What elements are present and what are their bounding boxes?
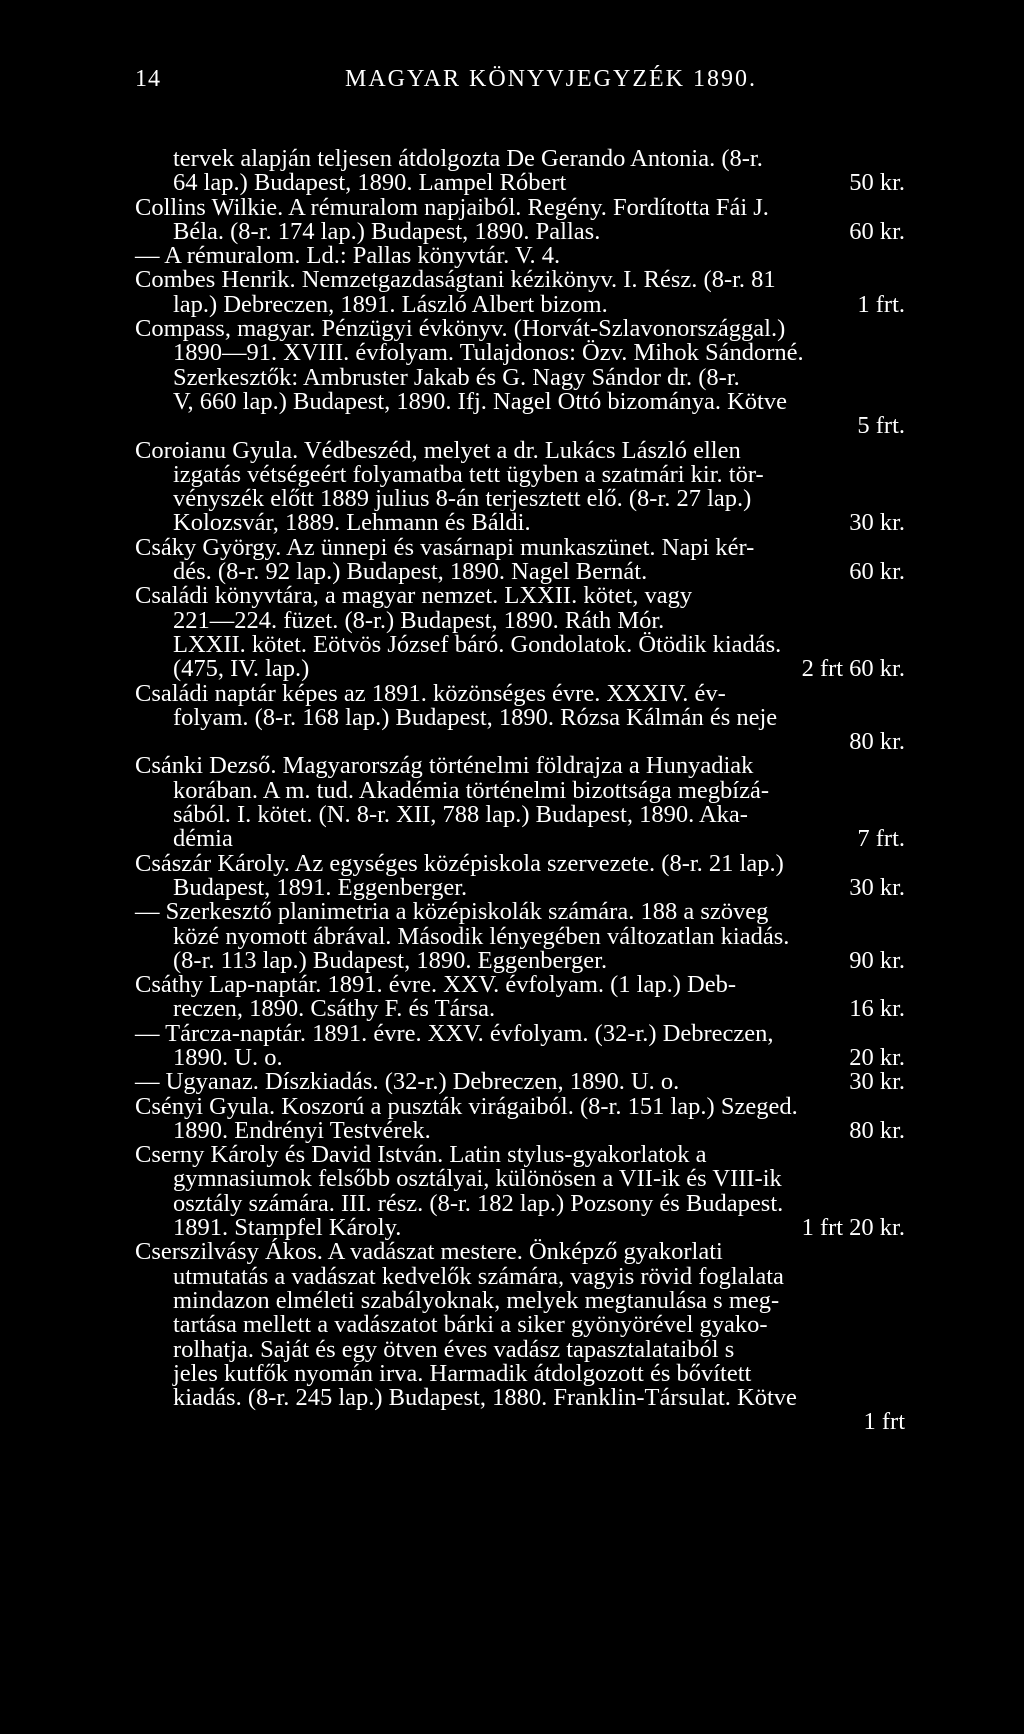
entry-text: Csáthy Lap-naptár. 1891. évre. XXV. évfolyam. (1 lap.) Deb-: [135, 971, 736, 999]
entry-line: [135, 217, 905, 245]
entry-text: Csényi Gyula. Koszorú a puszták virágaiból. (8-r. 151 lap.) Szeged.: [135, 1092, 798, 1120]
entry-price: 60 kr.: [849, 217, 905, 245]
entry-text: gymnasiumok felsőbb osztályai, különösen a VII-ik és VIII-ik: [173, 1165, 782, 1193]
entry-price: 2 frt 60 kr.: [801, 655, 905, 683]
entry-line: [135, 849, 905, 877]
entry-text: — Tárcza-naptár. 1891. évre. XXV. évfolyam. (32-r.) Debreczen,: [135, 1019, 774, 1047]
entry-line: [135, 776, 905, 804]
catalog-entry: [135, 193, 905, 245]
entry-price: 90 kr.: [849, 946, 905, 974]
entry-price: 80 kr.: [849, 1116, 905, 1144]
catalog-entries: [135, 147, 905, 1435]
catalog-entry: [135, 436, 905, 537]
entry-text: folyam. (8-r. 168 lap.) Budapest, 1890. Rózsa Kálmán és neje: [173, 703, 778, 731]
entry-text: dés. (8-r. 92 lap.) Budapest, 1890. Nagel Bernát.: [173, 558, 648, 586]
entry-line: [135, 1143, 905, 1167]
entry-text: tartása mellett a vadászatot bárki a siker gyönyörével gyako-: [173, 1311, 768, 1339]
entry-text: izgatás vétségeért folyamatba tett ügyben a szatmári kir. tör-: [173, 460, 764, 488]
catalog-entry: [135, 533, 905, 586]
catalog-entry: [135, 1070, 905, 1094]
entry-line: [135, 827, 905, 851]
entry-line: [135, 511, 905, 535]
entry-line: [135, 1240, 905, 1264]
catalog-entry: [135, 1019, 905, 1071]
catalog-entry: [135, 1143, 905, 1240]
entry-line: [135, 1313, 905, 1337]
entry-text: Családi könyvtára, a magyar nemzet. LXXII. kötet, vagy: [135, 582, 693, 610]
entry-text: Csáky György. Az ünnepi és vasárnapi munkaszünet. Napi kér-: [135, 533, 755, 561]
entry-line: [135, 584, 905, 608]
entry-text: 1891. Stampfel Károly.: [173, 1214, 402, 1242]
entry-text: osztály számára. III. rész. (8-r. 182 lap.) Pozsony és Budapest.: [173, 1189, 784, 1217]
entry-price: 20 kr.: [849, 1043, 905, 1071]
entry-line: [135, 1189, 905, 1217]
entry-line: [135, 290, 905, 318]
running-title: MAGYAR KÖNYVJEGYZÉK 1890.: [345, 66, 757, 92]
entry-text: démia: [173, 825, 233, 853]
entry-price: 16 kr.: [849, 995, 905, 1023]
catalog-entry: [135, 584, 905, 681]
entry-text: 221—224. füzet. (8-r.) Budapest, 1890. Ráth Mór.: [173, 606, 665, 634]
catalog-entry: [135, 849, 905, 901]
entry-text: Cserszilvásy Ákos. A vadászat mestere. Önképző gyakorlati: [135, 1238, 723, 1266]
entry-line: [135, 946, 905, 974]
entry-line: [135, 147, 905, 171]
entry-line: [135, 268, 905, 292]
entry-line: [135, 703, 905, 731]
entry-text: tervek alapján teljesen átdolgozta De Gerando Antonia. (8-r.: [173, 145, 763, 172]
entry-price: 7 frt.: [857, 825, 905, 853]
catalog-entry: [135, 1092, 905, 1144]
entry-price: 30 kr.: [849, 1068, 905, 1096]
entry-line: [135, 436, 905, 464]
entry-text: rolhatja. Saját és egy ötven éves vadász tapasztalataiból s: [173, 1335, 735, 1363]
entry-text: Cserny Károly és David István. Latin stylus-gyakorlatok a: [135, 1141, 707, 1169]
entry-line: [135, 754, 905, 778]
entry-text: Combes Henrik. Nemzetgazdaságtani kézikönyv. I. Rész. (8-r. 81: [135, 266, 776, 294]
entry-line: [135, 1116, 905, 1144]
entry-line: [135, 193, 905, 221]
entry-line: [135, 171, 905, 195]
catalog-entry: [135, 244, 905, 268]
entry-line: [135, 560, 905, 584]
entry-text: utmutatás a vadászat kedvelők számára, vagyis rövid foglalata: [173, 1262, 784, 1290]
entry-text: Családi naptár képes az 1891. közönséges évre. XXXIV. év-: [135, 679, 726, 707]
entry-line: [135, 1167, 905, 1191]
entry-text: Compass, magyar. Pénzügyi évkönyv. (Horvát-Szlavonországgal.): [135, 315, 786, 343]
entry-text: jeles kutfők nyomán irva. Harmadik átdolgozott és bővített: [173, 1359, 752, 1387]
entry-line: [135, 317, 905, 341]
entry-text: V, 660 lap.) Budapest, 1890. Ifj. Nagel Ottó bizománya. Kötve: [173, 387, 787, 415]
entry-text: Coroianu Gyula. Védbeszéd, melyet a dr. Lukács László ellen: [135, 436, 741, 464]
entry-line: [135, 1410, 905, 1434]
catalog-entry: [135, 973, 905, 1022]
entry-text: — Ugyanaz. Díszkiadás. (32-r.) Debreczen, 1890. U. o.: [135, 1068, 680, 1096]
entry-text: 1890. U. o.: [173, 1043, 283, 1071]
entry-line: [135, 387, 905, 415]
catalog-entry: [135, 317, 905, 438]
entry-text: Béla. (8-r. 174 lap.) Budapest, 1890. Pallas.: [173, 217, 601, 245]
entry-text: vényszék előtt 1889 julius 8-án terjesztett elő. (8-r. 27 lap.): [173, 485, 752, 513]
entry-text: Császár Károly. Az egységes középiskola szervezete. (8-r. 21 lap.): [135, 849, 784, 877]
entry-line: [135, 460, 905, 488]
entry-text: sából. I. kötet. (N. 8-r. XII, 788 lap.) Budapest, 1890. Aka-: [173, 801, 748, 829]
entry-line: [135, 244, 905, 268]
entry-price: 5 frt.: [857, 412, 905, 440]
entry-text: reczen, 1890. Csáthy F. és Társa.: [173, 995, 496, 1023]
entry-line: [135, 1019, 905, 1047]
entry-line: [135, 487, 905, 511]
catalog-entry: [135, 679, 905, 756]
entry-text: 1890—91. XVIII. évfolyam. Tulajdonos: Özv. Mihok Sándorné.: [173, 339, 804, 367]
entry-line: [135, 657, 905, 681]
catalog-entry: [135, 900, 905, 973]
entry-line: [135, 873, 905, 901]
entry-text: lap.) Debreczen, 1891. László Albert bizom.: [173, 290, 608, 318]
entry-line: [135, 363, 905, 391]
entry-text: korában. A m. tud. Akadémia történelmi bizottsága megbízá-: [173, 776, 770, 804]
entry-line: [135, 803, 905, 827]
entry-text: Budapest, 1891. Eggenberger.: [173, 873, 468, 901]
entry-line: [135, 973, 905, 997]
entry-line: [135, 997, 905, 1021]
entry-text: 1890. Endrényi Testvérek.: [173, 1116, 431, 1144]
catalog-entry: [135, 1240, 905, 1434]
entry-line: [135, 1335, 905, 1363]
catalog-entry: [135, 754, 905, 851]
entry-line: [135, 1092, 905, 1120]
entry-text: Csánki Dezső. Magyarország történelmi földrajza a Hunyadiak: [135, 752, 754, 780]
entry-price: 50 kr.: [849, 169, 905, 197]
entry-text: 64 lap.) Budapest, 1890. Lampel Róbert: [173, 169, 567, 197]
entry-line: [135, 1359, 905, 1387]
entry-line: [135, 730, 905, 754]
catalog-entry: [135, 147, 905, 196]
entry-line: [135, 341, 905, 365]
entry-text: Collins Wilkie. A rémuralom napjaiból. Regény. Fordította Fái J.: [135, 193, 769, 221]
entry-text: Kolozsvár, 1889. Lehmann és Báldi.: [173, 509, 531, 537]
page-number: 14: [135, 66, 161, 92]
entry-line: [135, 414, 905, 438]
entry-text: mindazon elméleti szabályoknak, melyek megtanulása s meg-: [173, 1286, 780, 1314]
entry-text: (475, IV. lap.): [173, 655, 310, 683]
entry-line: [135, 1216, 905, 1240]
entry-price: 80 kr.: [849, 728, 905, 756]
entry-line: [135, 922, 905, 950]
entry-line: [135, 630, 905, 658]
entry-line: [135, 1286, 905, 1314]
entry-text: közé nyomott ábrával. Második lényegében változatlan kiadás.: [173, 922, 790, 950]
entry-line: [135, 679, 905, 707]
entry-text: LXXII. kötet. Eötvös József báró. Gondolatok. Ötödik kiadás.: [173, 630, 782, 658]
entry-line: [135, 1043, 905, 1071]
entry-price: 1 frt.: [857, 290, 905, 318]
entry-price: 30 kr.: [849, 509, 905, 537]
entry-line: [135, 533, 905, 561]
entry-price: 1 frt 20 kr.: [801, 1214, 905, 1242]
entry-text: kiadás. (8-r. 245 lap.) Budapest, 1880. Franklin-Társulat. Kötve: [173, 1384, 797, 1412]
entry-line: [135, 1386, 905, 1410]
catalog-entry: [135, 268, 905, 317]
entry-line: [135, 1070, 905, 1094]
entry-text: — A rémuralom. Ld.: Pallas könyvtár. V. 4.: [135, 242, 561, 270]
entry-text: Szerkesztők: Ambruster Jakab és G. Nagy Sándor dr. (8-r.: [173, 363, 740, 391]
entry-price: 60 kr.: [849, 558, 905, 586]
entry-price: 1 frt: [863, 1408, 905, 1436]
entry-line: [135, 900, 905, 924]
entry-line: [135, 1262, 905, 1290]
entry-line: [135, 606, 905, 634]
entry-price: 30 kr.: [849, 873, 905, 901]
entry-text: — Szerkesztő planimetria a középiskolák számára. 188 a szöveg: [135, 898, 769, 926]
entry-text: (8-r. 113 lap.) Budapest, 1890. Eggenberger.: [173, 946, 608, 974]
